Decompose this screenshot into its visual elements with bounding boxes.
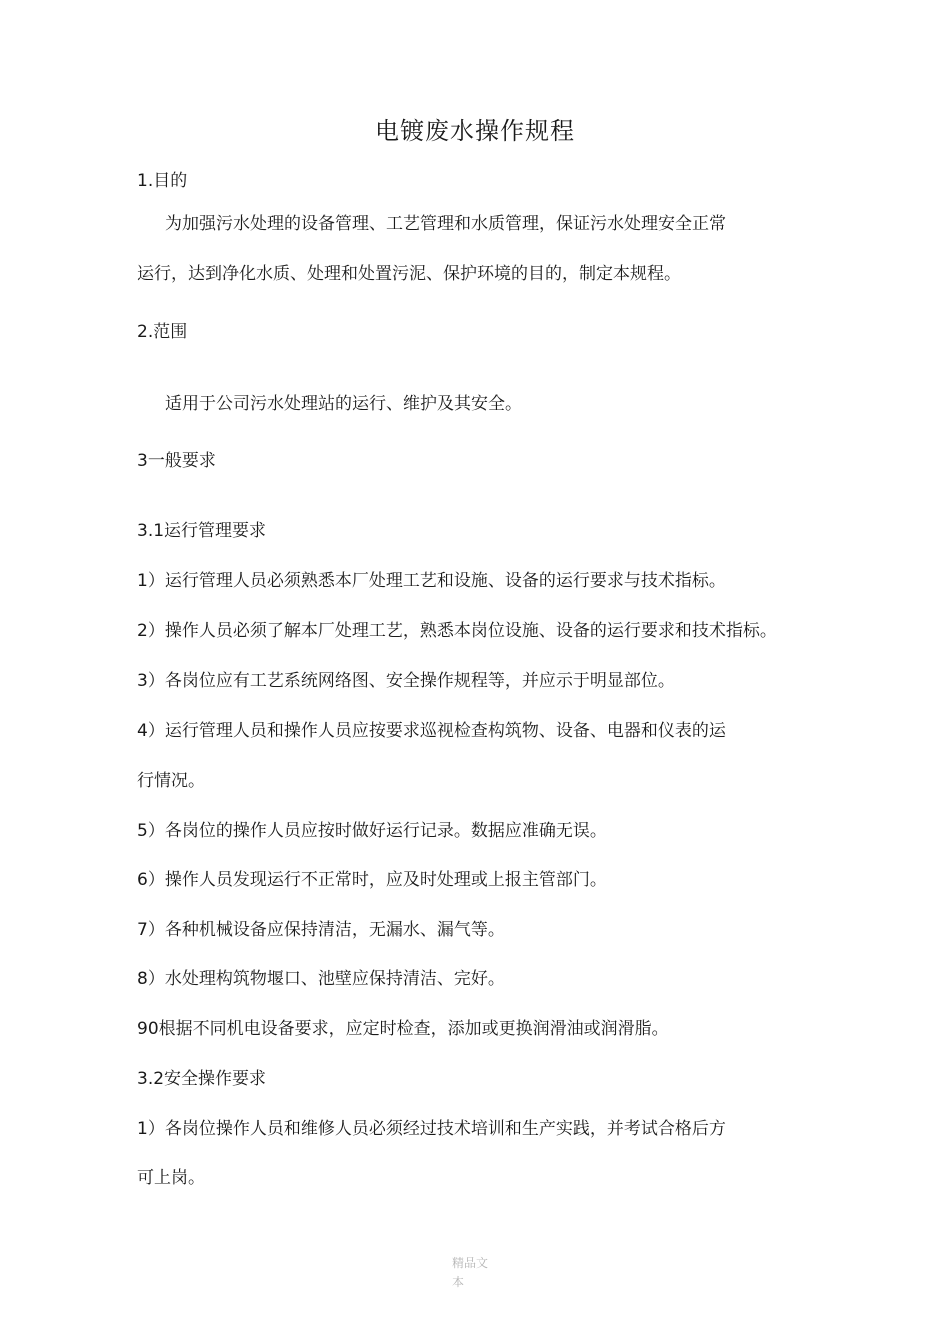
list-item: 4）运行管理人员和操作人员应按要求巡视检查构筑物、设备、电器和仪表的运: [137, 721, 726, 741]
section-heading-general-requirements: 3一般要求: [137, 451, 216, 471]
section-heading-scope: 2.范围: [137, 322, 188, 342]
section-heading-purpose: 1.目的: [137, 171, 188, 191]
list-item: 3）各岗位应有工艺系统网络图、安全操作规程等，并应示于明显部位。: [137, 671, 675, 691]
page-footer: [452, 1254, 512, 1292]
list-item: 6）操作人员发现运行不正常时，应及时处理或上报主管部门。: [137, 870, 607, 890]
list-item: 1）运行管理人员必须熟悉本厂处理工艺和设施、设备的运行要求与技术指标。: [137, 571, 726, 591]
list-item: 90根据不同机电设备要求，应定时检查，添加或更换润滑油或润滑脂。: [137, 1019, 669, 1039]
footer-line: 本: [452, 1275, 465, 1289]
list-item-continuation: 行情况。: [137, 771, 205, 791]
paragraph-line: 运行，达到净化水质、处理和处置污泥、保护环境的目的，制定本规程。: [137, 264, 681, 284]
footer-line: 精品文: [452, 1256, 489, 1270]
list-item: 7）各种机械设备应保持清洁，无漏水、漏气等。: [137, 920, 505, 940]
list-item: 8）水处理构筑物堰口、池壁应保持清洁、完好。: [137, 969, 505, 989]
list-item: 1）各岗位操作人员和维修人员必须经过技术培训和生产实践，并考试合格后方: [137, 1119, 726, 1139]
subsection-heading-safety-operation: 3.2安全操作要求: [137, 1069, 267, 1089]
subsection-heading-operation-management: 3.1运行管理要求: [137, 521, 267, 541]
list-item-continuation: 可上岗。: [137, 1168, 205, 1188]
paragraph-line: 适用于公司污水处理站的运行、维护及其安全。: [165, 394, 522, 414]
paragraph-line: 为加强污水处理的设备管理、工艺管理和水质管理，保证污水处理安全正常: [165, 214, 726, 234]
list-item: 2）操作人员必须了解本厂处理工艺，熟悉本岗位设施、设备的运行要求和技术指标。: [137, 621, 777, 641]
list-item: 5）各岗位的操作人员应按时做好运行记录。数据应准确无误。: [137, 821, 607, 841]
document-title: 电镀废水操作规程: [375, 117, 575, 145]
